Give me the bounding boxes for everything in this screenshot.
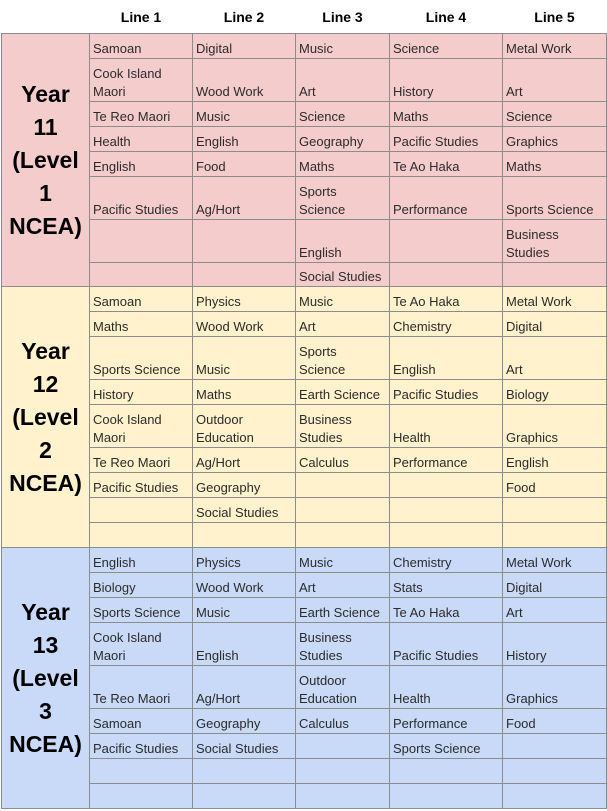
year-label-line: (Level bbox=[12, 146, 79, 173]
subject-cell: Wood Work bbox=[193, 312, 296, 337]
table-row bbox=[2, 666, 607, 709]
year-label-s12 bbox=[2, 287, 90, 548]
header-line-2: Line 2 bbox=[193, 0, 296, 34]
subject-cell: Music bbox=[296, 34, 390, 59]
subject-cell: Calculus bbox=[296, 709, 390, 734]
subject-cell bbox=[390, 498, 503, 523]
table-row bbox=[2, 623, 607, 666]
subject-cell: Food bbox=[503, 473, 607, 498]
subject-cell: English bbox=[193, 127, 296, 152]
year-label-s13 bbox=[2, 548, 90, 809]
subject-cell bbox=[503, 523, 607, 548]
subject-cell: Art bbox=[503, 337, 607, 380]
subject-cell bbox=[193, 523, 296, 548]
subject-cell bbox=[90, 498, 193, 523]
subject-cell: Physics bbox=[193, 287, 296, 312]
subject-cell bbox=[503, 759, 607, 784]
subject-cell: Te Ao Haka bbox=[390, 152, 503, 177]
year-label-line: NCEA) bbox=[9, 469, 82, 496]
subject-cell: English bbox=[193, 623, 296, 666]
subject-cell: Science bbox=[296, 102, 390, 127]
subject-cell: Sports Science bbox=[503, 177, 607, 220]
subject-cell: Cook Island Maori bbox=[90, 59, 193, 102]
subject-cell: Sports Science bbox=[296, 177, 390, 220]
subject-cell: Sports Science bbox=[390, 734, 503, 759]
subject-cell: Metal Work bbox=[503, 548, 607, 573]
table-row bbox=[2, 523, 607, 548]
subject-cell: Health bbox=[90, 127, 193, 152]
table-row bbox=[2, 784, 607, 809]
subject-cell: Music bbox=[296, 548, 390, 573]
subject-cell: Social Studies bbox=[193, 498, 296, 523]
subject-cell bbox=[390, 759, 503, 784]
subject-cell: Samoan bbox=[90, 287, 193, 312]
subject-cell: Geography bbox=[193, 473, 296, 498]
subject-cell: Chemistry bbox=[390, 548, 503, 573]
subject-cell: Samoan bbox=[90, 34, 193, 59]
table-row bbox=[2, 448, 607, 473]
year-label-line: Year bbox=[21, 337, 70, 364]
table-row bbox=[2, 59, 607, 102]
subject-cell bbox=[390, 473, 503, 498]
subject-cell bbox=[296, 473, 390, 498]
subject-cell: Ag/Hort bbox=[193, 666, 296, 709]
table-row bbox=[2, 263, 607, 287]
table-row bbox=[2, 287, 607, 312]
year-label-line: Year bbox=[21, 598, 70, 625]
subject-cell: Digital bbox=[503, 573, 607, 598]
subject-cell: Science bbox=[390, 34, 503, 59]
year-label-line: (Level bbox=[12, 403, 79, 430]
subject-cell bbox=[193, 759, 296, 784]
subject-cell: Digital bbox=[503, 312, 607, 337]
subject-cell bbox=[296, 784, 390, 809]
subject-cell bbox=[296, 734, 390, 759]
subject-cell: Te Reo Maori bbox=[90, 448, 193, 473]
table-row bbox=[2, 34, 607, 59]
subject-cell: Maths bbox=[503, 152, 607, 177]
subject-cell bbox=[503, 734, 607, 759]
subject-cell: Music bbox=[296, 287, 390, 312]
subject-cell: Health bbox=[390, 405, 503, 448]
table-row bbox=[2, 337, 607, 380]
year-label-line: Year bbox=[21, 80, 70, 107]
table-row bbox=[2, 177, 607, 220]
subject-cell: Art bbox=[296, 59, 390, 102]
subject-cell: History bbox=[390, 59, 503, 102]
subject-cell: Food bbox=[193, 152, 296, 177]
subject-cell bbox=[390, 784, 503, 809]
table-row bbox=[2, 734, 607, 759]
subject-cell: Performance bbox=[390, 177, 503, 220]
subject-cell: Earth Science bbox=[296, 380, 390, 405]
subject-cell: Art bbox=[296, 312, 390, 337]
year-label-line: NCEA) bbox=[9, 730, 82, 757]
subject-cell bbox=[90, 759, 193, 784]
subject-cell bbox=[193, 220, 296, 263]
table-row bbox=[2, 709, 607, 734]
subject-cell: Sports Science bbox=[296, 337, 390, 380]
year-label-line: NCEA) bbox=[9, 212, 82, 239]
subject-cell: Cook Island Maori bbox=[90, 623, 193, 666]
subject-cell bbox=[296, 523, 390, 548]
table-row bbox=[2, 498, 607, 523]
subject-cell bbox=[193, 784, 296, 809]
subject-cell: Ag/Hort bbox=[193, 448, 296, 473]
subject-cell: Earth Science bbox=[296, 598, 390, 623]
subject-cell bbox=[296, 759, 390, 784]
subject-cell: Stats bbox=[390, 573, 503, 598]
subject-cell: Te Reo Maori bbox=[90, 102, 193, 127]
subject-cell: English bbox=[90, 548, 193, 573]
subject-cell: Performance bbox=[390, 709, 503, 734]
header-corner bbox=[2, 0, 90, 34]
subject-cell: Pacific Studies bbox=[90, 734, 193, 759]
subject-cell: Art bbox=[503, 598, 607, 623]
subject-cell: Geography bbox=[296, 127, 390, 152]
subject-cell bbox=[503, 784, 607, 809]
subject-cell: Pacific Studies bbox=[90, 177, 193, 220]
table-row bbox=[2, 405, 607, 448]
year-label-s11 bbox=[2, 34, 90, 287]
subject-cell bbox=[390, 263, 503, 287]
header-line-1: Line 1 bbox=[90, 0, 193, 34]
subject-cell: Pacific Studies bbox=[390, 380, 503, 405]
subject-cell: Biology bbox=[90, 573, 193, 598]
table-row bbox=[2, 380, 607, 405]
subject-cell bbox=[503, 263, 607, 287]
table-row bbox=[2, 573, 607, 598]
subject-cell: Te Ao Haka bbox=[390, 598, 503, 623]
header-line-3: Line 3 bbox=[296, 0, 390, 34]
subject-cell bbox=[390, 523, 503, 548]
subject-cell: Maths bbox=[193, 380, 296, 405]
table-row bbox=[2, 312, 607, 337]
subject-cell: Te Reo Maori bbox=[90, 666, 193, 709]
subject-cell: History bbox=[503, 623, 607, 666]
subject-cell: Samoan bbox=[90, 709, 193, 734]
year-label-line: 2 bbox=[39, 436, 52, 463]
subject-cell: Digital bbox=[193, 34, 296, 59]
header-line-5: Line 5 bbox=[503, 0, 607, 34]
subject-cell: Art bbox=[296, 573, 390, 598]
subject-cell: Performance bbox=[390, 448, 503, 473]
subject-cell: Chemistry bbox=[390, 312, 503, 337]
subject-cell: English bbox=[503, 448, 607, 473]
subject-cell: History bbox=[90, 380, 193, 405]
subject-cell: Geography bbox=[193, 709, 296, 734]
year-label-line: 11 bbox=[33, 113, 58, 140]
subject-cell: Graphics bbox=[503, 405, 607, 448]
subject-cell: Maths bbox=[296, 152, 390, 177]
subject-cell: Art bbox=[503, 59, 607, 102]
year-label-line: 12 bbox=[32, 370, 59, 397]
subject-cell: Business Studies bbox=[503, 220, 607, 263]
table-row bbox=[2, 759, 607, 784]
header-row bbox=[2, 0, 607, 34]
subject-cell: Maths bbox=[90, 312, 193, 337]
subject-cell: Graphics bbox=[503, 666, 607, 709]
subject-cell: Sports Science bbox=[90, 337, 193, 380]
subject-cell: Maths bbox=[390, 102, 503, 127]
timetable bbox=[1, 0, 607, 809]
subject-cell bbox=[390, 220, 503, 263]
subject-cell bbox=[90, 220, 193, 263]
subject-cell: Metal Work bbox=[503, 287, 607, 312]
header-line-4: Line 4 bbox=[390, 0, 503, 34]
subject-cell: Social Studies bbox=[193, 734, 296, 759]
subject-cell: Graphics bbox=[503, 127, 607, 152]
year-label-line: (Level bbox=[12, 664, 79, 691]
year-label-line: 3 bbox=[39, 697, 52, 724]
subject-cell: Outdoor Education bbox=[296, 666, 390, 709]
subject-cell: Outdoor Education bbox=[193, 405, 296, 448]
table-row bbox=[2, 152, 607, 177]
subject-cell bbox=[90, 263, 193, 287]
subject-cell: Business Studies bbox=[296, 623, 390, 666]
subject-cell: Cook Island Maori bbox=[90, 405, 193, 448]
subject-cell: Wood Work bbox=[193, 59, 296, 102]
subject-cell: Ag/Hort bbox=[193, 177, 296, 220]
subject-cell: Pacific Studies bbox=[390, 623, 503, 666]
subject-cell: Science bbox=[503, 102, 607, 127]
subject-cell: Health bbox=[390, 666, 503, 709]
subject-cell bbox=[503, 498, 607, 523]
year-label-line: 1 bbox=[39, 179, 52, 206]
subject-cell: Physics bbox=[193, 548, 296, 573]
table-row bbox=[2, 598, 607, 623]
subject-cell: English bbox=[90, 152, 193, 177]
subject-cell: Social Studies bbox=[296, 263, 390, 287]
table-row bbox=[2, 548, 607, 573]
table-row bbox=[2, 220, 607, 263]
subject-cell: Pacific Studies bbox=[90, 473, 193, 498]
table-row bbox=[2, 473, 607, 498]
subject-cell: Music bbox=[193, 102, 296, 127]
year-label-line: 13 bbox=[32, 631, 59, 658]
subject-cell: Food bbox=[503, 709, 607, 734]
table-row bbox=[2, 127, 607, 152]
subject-cell: Sports Science bbox=[90, 598, 193, 623]
subject-cell: Biology bbox=[503, 380, 607, 405]
subject-cell bbox=[193, 263, 296, 287]
subject-cell: Business Studies bbox=[296, 405, 390, 448]
subject-cell bbox=[296, 498, 390, 523]
timetable-body bbox=[2, 34, 607, 809]
subject-cell: Pacific Studies bbox=[390, 127, 503, 152]
table-row bbox=[2, 102, 607, 127]
subject-cell bbox=[90, 784, 193, 809]
subject-cell: Music bbox=[193, 598, 296, 623]
subject-cell: Te Ao Haka bbox=[390, 287, 503, 312]
subject-cell: Wood Work bbox=[193, 573, 296, 598]
subject-cell: English bbox=[296, 220, 390, 263]
subject-cell: Metal Work bbox=[503, 34, 607, 59]
subject-cell: English bbox=[390, 337, 503, 380]
subject-cell: Music bbox=[193, 337, 296, 380]
subject-cell bbox=[90, 523, 193, 548]
subject-cell: Calculus bbox=[296, 448, 390, 473]
